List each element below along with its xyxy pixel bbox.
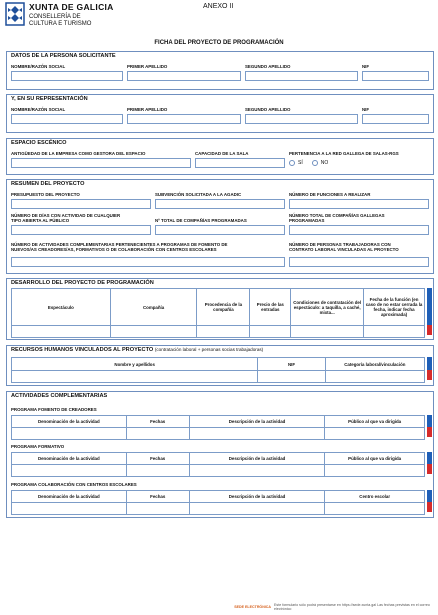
field-label: NOMBRE/RAZÓN SOCIAL <box>11 107 66 112</box>
representative-section <box>6 94 434 133</box>
add-row-button[interactable] <box>427 452 432 464</box>
workers-input[interactable] <box>289 257 429 267</box>
section-title: Y, EN SU REPRESENTACIÓN <box>11 96 88 102</box>
table-cell-input[interactable] <box>12 371 258 383</box>
table-cell-input[interactable] <box>325 371 424 383</box>
galician-companies-input[interactable] <box>289 225 429 235</box>
section-title: ESPACIO ESCÉNICO <box>11 140 67 146</box>
table-cell-input[interactable] <box>110 326 197 338</box>
subsection-title: PROGRAMA FOMENTO DE CREADORES <box>11 407 97 412</box>
radio-label: SÍ <box>298 160 303 166</box>
footer-note: Este formulario sólo podrá presentarse en https://sede.xunta.gal Las fechas previstas en el correo electrónico <box>274 603 430 611</box>
table-row <box>12 326 425 338</box>
table-row <box>12 371 425 383</box>
column-header: Denominación de la actividad <box>12 491 127 503</box>
subsidy-input[interactable] <box>155 199 285 209</box>
table-cell-input[interactable] <box>258 371 325 383</box>
total-companies-input[interactable] <box>155 225 285 235</box>
rep-surname1-input[interactable] <box>127 114 241 124</box>
applicant-nif-input[interactable] <box>362 71 429 81</box>
seniority-input[interactable] <box>11 158 191 168</box>
schools-program-table <box>11 490 425 515</box>
field-label: PRIMER APELLIDO <box>127 107 168 112</box>
annex-label: ANEXO II <box>203 3 234 10</box>
table-row <box>12 503 425 515</box>
human-resources-section <box>6 345 434 386</box>
table-cell-input[interactable] <box>189 465 325 477</box>
field-label: NÚMERO DE FUNCIONES A REALIZAR <box>289 192 371 197</box>
programming-table <box>11 288 425 338</box>
section-title: RESUMEN DEL PROYECTO <box>11 181 85 187</box>
table-cell-input[interactable] <box>12 503 127 515</box>
remove-row-button[interactable] <box>427 502 432 512</box>
rep-name-input[interactable] <box>11 114 123 124</box>
table-cell-input[interactable] <box>12 326 111 338</box>
footer <box>234 603 434 611</box>
column-header: Denominación de la actividad <box>12 453 127 465</box>
applicant-surname1-input[interactable] <box>127 71 241 81</box>
column-header: NIF <box>258 358 325 371</box>
field-label: NIF <box>362 64 370 69</box>
field-label: NÚMERO TOTAL DE COMPAÑÍAS GALLEGAS PROGRAMADAS <box>289 213 385 223</box>
rgs-radio-group <box>289 160 328 166</box>
field-label: NIF <box>362 107 370 112</box>
human-resources-table <box>11 357 425 383</box>
field-label: NOMBRE/RAZÓN SOCIAL <box>11 64 66 69</box>
rgs-no-radio[interactable] <box>312 160 318 166</box>
table-cell-input[interactable] <box>189 428 325 440</box>
column-header: Nombre y apellidos <box>12 358 258 371</box>
field-label: PERTENENCIA A LA RED GALLEGA DE SALAS-RGS <box>289 151 399 156</box>
remove-row-button[interactable] <box>427 325 432 335</box>
applicant-name-input[interactable] <box>11 71 123 81</box>
column-header: Público al que va dirigida <box>325 453 425 465</box>
field-label: SEGUNDO APELLIDO <box>245 107 291 112</box>
column-header: Fecha de la función (en caso de no estar cerrada la fecha, indicar fecha aproximada) <box>364 289 425 326</box>
page-title: FICHA DEL PROYECTO DE PROGRAMACIÓN <box>154 40 284 46</box>
creators-program-table <box>11 415 425 440</box>
field-label: SUBVENCIÓN SOLICITADA A LA AGADIC <box>155 192 242 197</box>
column-header: Descripción de la actividad <box>189 491 325 503</box>
radio-label: NO <box>320 160 329 166</box>
column-header: Condiciones de contratación del espectáculo: a taquilla, a caché, mixta... <box>291 289 364 326</box>
rgs-yes-radio[interactable] <box>289 160 295 166</box>
field-label: PRIMER APELLIDO <box>127 64 168 69</box>
table-cell-input[interactable] <box>250 326 291 338</box>
field-label: CAPACIDAD DE LA SALA <box>195 151 249 156</box>
add-row-button[interactable] <box>427 357 432 370</box>
column-header: Fechas <box>126 491 189 503</box>
e-office-badge: SEDE ELECTRÓNICA <box>234 605 271 609</box>
venue-section <box>6 138 434 175</box>
remove-row-button[interactable] <box>427 464 432 474</box>
field-label: PRESUPUESTO DEL PROYECTO <box>11 192 80 197</box>
table-cell-input[interactable] <box>325 465 425 477</box>
section-title: RECURSOS HUMANOS VINCULADOS AL PROYECTO (contratación laboral + personas socias trabajadoras) <box>11 347 264 353</box>
applicant-section <box>6 51 434 90</box>
table-cell-input[interactable] <box>189 503 325 515</box>
training-program-table <box>11 452 425 477</box>
column-header: Categoría laboral/vinculación <box>325 358 424 371</box>
table-cell-input[interactable] <box>325 503 425 515</box>
table-cell-input[interactable] <box>12 465 127 477</box>
column-header: Compañía <box>110 289 197 326</box>
column-header: Público al que va dirigida <box>325 416 425 428</box>
subsection-title: PROGRAMA COLABORACIÓN CON CENTROS ESCOLARES <box>11 482 137 487</box>
table-cell-input[interactable] <box>364 326 425 338</box>
table-cell-input[interactable] <box>197 326 250 338</box>
field-label: SEGUNDO APELLIDO <box>245 64 291 69</box>
column-header: Centro escolar <box>325 491 425 503</box>
section-title: ACTIVIDADES COMPLEMENTARIAS <box>11 393 108 399</box>
field-label: Nº TOTAL DE COMPAÑÍAS PROGRAMADAS <box>155 218 247 223</box>
column-header: Fechas <box>126 416 189 428</box>
column-header: Fechas <box>126 453 189 465</box>
section-title: DATOS DE LA PERSONA SOLICITANTE <box>11 53 116 59</box>
rep-surname2-input[interactable] <box>245 114 358 124</box>
table-cell-input[interactable] <box>291 326 364 338</box>
complementary-activities-section <box>6 391 434 518</box>
table-row <box>12 465 425 477</box>
header <box>3 2 433 36</box>
brand-name: XUNTA DE GALICIA <box>29 2 114 12</box>
capacity-input[interactable] <box>195 158 285 168</box>
xunta-logo-icon <box>5 2 25 26</box>
add-row-button[interactable] <box>427 415 432 427</box>
field-label: ANTIGÜEDAD DE LA EMPRESA COMO GESTORA DEL ESPACIO <box>11 151 146 156</box>
section-title: DESARROLLO DEL PROYECTO DE PROGRAMACIÓN <box>11 280 154 286</box>
column-header: Descripción de la actividad <box>189 416 325 428</box>
summary-section <box>6 179 434 274</box>
subsection-title: PROGRAMA FORMATIVO <box>11 444 65 449</box>
field-label: NÚMERO DE ACTIVIDADES COMPLEMENTARIAS PERTENECIENTES A PROGRAMAS DE FOMENTO DE NUEVOS/AS CREADORES/AS, FORMATIVOS O DE COLABORACIÓN CON CENTROS ESCOLARES <box>11 242 228 252</box>
column-header: Denominación de la actividad <box>12 416 127 428</box>
remove-row-button[interactable] <box>427 370 432 380</box>
conselleria-name: CONSELLERÍA DE CULTURA E TURISMO <box>29 14 92 27</box>
column-header: Procedencia de la compañía <box>197 289 250 326</box>
column-header: Espectáculo <box>12 289 111 326</box>
add-row-button[interactable] <box>427 288 432 325</box>
development-section <box>6 278 434 340</box>
performances-input[interactable] <box>289 199 429 209</box>
table-cell-input[interactable] <box>12 428 127 440</box>
budget-input[interactable] <box>11 199 151 209</box>
field-label: NÚMERO DE PERSONAS TRABAJADORAS CON CONTRATO LABORAL VINCULADAS AL PROYECTO <box>289 242 399 252</box>
table-cell-input[interactable] <box>126 465 189 477</box>
complementary-activities-input[interactable] <box>11 257 285 267</box>
rep-nif-input[interactable] <box>362 114 429 124</box>
table-cell-input[interactable] <box>126 503 189 515</box>
table-row <box>12 428 425 440</box>
remove-row-button[interactable] <box>427 427 432 437</box>
column-header: Descripción de la actividad <box>189 453 325 465</box>
table-cell-input[interactable] <box>126 428 189 440</box>
column-header: Precio de las entradas <box>250 289 291 326</box>
field-label: NÚMERO DE DÍAS CON ACTIVIDAD DE CUALQUIER TIPO ABIERTA AL PÚBLICO <box>11 213 121 223</box>
table-cell-input[interactable] <box>325 428 425 440</box>
applicant-surname2-input[interactable] <box>245 71 358 81</box>
add-row-button[interactable] <box>427 490 432 502</box>
open-days-input[interactable] <box>11 225 151 235</box>
